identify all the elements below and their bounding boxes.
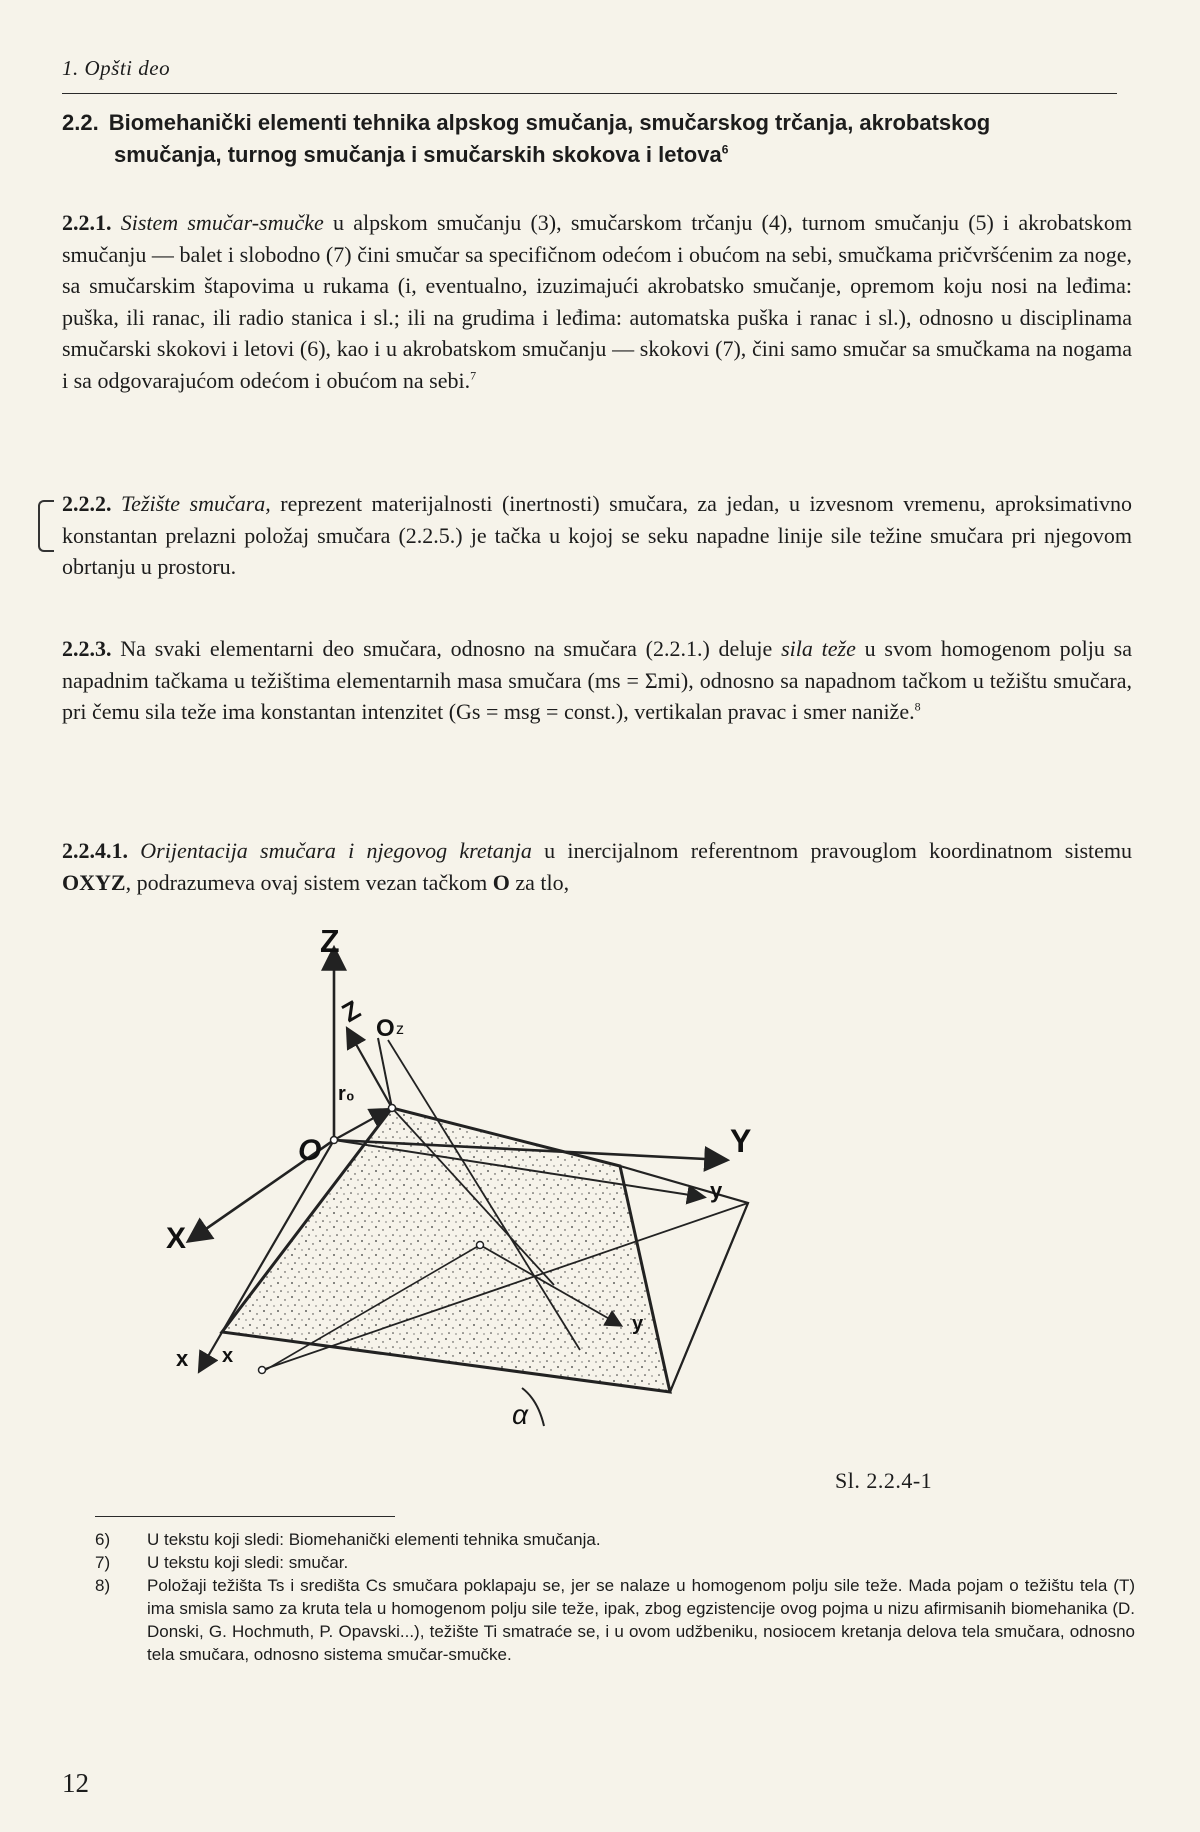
label-z-small: z [396,1021,404,1038]
footnote-text: U tekstu koji sledi: Biomehanički elementi tehnika smučanja. [147,1530,601,1549]
paragraph-text-b: u svom homogenom polju sa napadnim tačkama u težištima elementarnih masa smučara (ms = Σmi), odnosno sa napadnom tačkom u težištu smučara, pri čemu sila teže ima konstantan intenzitet (Gs = msg = const.), vertikalan pravac i smer naniže. [62,636,1132,724]
label-y-prime: y [710,1178,723,1203]
system-name: OXYZ [62,869,126,895]
paragraph-2-2-4-1 [62,835,1132,898]
paragraph-term: sila teže [781,636,856,661]
footnote-ref-7: 7 [470,368,477,383]
origin-label: O [492,869,510,895]
footnote-text: U tekstu koji sledi: smučar. [147,1553,349,1572]
paragraph-2-2-3 [62,633,1132,728]
label-Z: Z [320,930,340,959]
label-r0: r₀ [338,1083,355,1105]
paragraph-number: 2.2.1. [62,210,112,235]
footnote-ref-8: 8 [914,699,921,714]
header-rule [62,93,1117,94]
page-number: 12 [62,1768,89,1798]
paragraph-2-2-1 [62,207,1132,396]
section-number: 2.2. [62,110,99,135]
paragraph-number: 2.2.4.1. [62,838,128,863]
paragraph-number: 2.2.2. [62,491,112,516]
plane-side-line [670,1203,748,1392]
paragraph-text-c: za tlo, [509,869,570,895]
coordinate-system-figure [150,930,850,1490]
label-alpha: α [512,1399,528,1430]
paragraph-text-a: u inercijalnom referentnom pravouglom koordinatnom sistemu [531,838,1132,863]
paragraph-term: Sistem smučar-smučke [120,210,324,235]
label-Y: Y [730,1123,752,1159]
point-x-intersection [259,1367,266,1374]
footnote-rule [95,1516,395,1517]
footnote-ref-6: 6 [721,142,729,157]
paragraph-term: Težište smučara, [120,491,271,516]
label-x-small: x [176,1346,189,1371]
label-y-small: y [632,1313,644,1335]
label-x-prime: x [222,1345,234,1367]
figure-caption: Sl. 2.2.4-1 [835,1468,933,1493]
paragraph-number: 2.2.3. [62,636,112,661]
section-title-line1: Biomehanički elementi tehnika alpskog smučanja, smučarskog trčanja, akrobatskog [108,110,991,135]
section-heading [62,107,1132,171]
footnote-text: Položaji težišta Ts i središta Cs smučara poklapaju se, jer se nalaze u homogenom polju sile teže. Mada pojam o težištu tela (T) ima smisla samo za kruta tela u homogenom polju sile teže, ipak, zbog egzistencije ovog pojma u nizu afirmisanih biomehanika (D. Donski, G. Hochmuth, P. Opavski...), težište Ti smatraće se, i u ovom udžbeniku, nosiocem kretanja delova tela smučara, odnosno tela smučara, odnosno sistema smučar-smučke. [147,1576,1135,1664]
margin-bracket [38,500,54,552]
section-title-line2: smučanja, turnog smučanja i smučarskih skokova i letova [114,141,722,167]
paragraph-text-a: Na svaki elementarni deo smučara, odnosno na smučara (2.2.1.) deluje [111,636,782,661]
footnote-number: 8) [95,1576,111,1595]
point-center [477,1242,484,1249]
label-O-prime: O [376,1015,395,1042]
figure-svg [150,930,850,1490]
paragraph-text: reprezent materijalnosti (inertnosti) smučara, za jedan, u izvesnom vremenu, aproksimativno konstantan prelazni položaj smučara (2.2.5.) je tačka u kojoj se seku napadne linije sile težine smučara pri njegovom obrtanju u prostoru. [62,491,1133,579]
footnotes [95,1528,1135,1666]
label-X: X [166,1222,187,1255]
paragraph-text: u alpskom smučanju (3), smučarskom trčanju (4), turnom smučanju (5) i akrobatskom smučanju — balet i slobodno (7) čini smučar sa specifičnom odećom i obućom na sebi, smučkama pričvršćenim za noge, sa smučarskim štapovima u rukama (i, eventualno, izuzimajući akrobatsko smučanje, opremom koju nosi na leđima: puška, ili ranac, ili radio stanica i sl.; ili na grudima i leđima: automatska puška i ranac i sl.), odnosno u disciplinama smučarski skokovi i letovi (6), kao i u akrobatskom smučanju — skokovi (7), čini samo smučar sa smučkama na nogama i sa odgovarajućom odećom i obućom na sebi. [62,210,1133,393]
paragraph-2-2-2 [62,488,1132,583]
label-z-prime: Z [336,994,366,1029]
paragraph-text-b: , podrazumeva ovaj sistem vezan tačkom [125,869,493,895]
paragraph-term: Orijentacija smučara i njegovog kretanja [140,838,532,863]
footnote-8 [95,1574,1135,1666]
footnote-number: 7) [95,1553,111,1572]
inclined-plane [222,1108,670,1392]
footnote-number: 6) [95,1530,111,1549]
running-head: 1. Opšti deo [62,56,171,80]
label-O: O [298,1134,322,1167]
point-O-prime [389,1105,396,1112]
footnote-7 [95,1551,1135,1574]
footnote-6 [95,1528,1135,1551]
point-O [331,1137,338,1144]
